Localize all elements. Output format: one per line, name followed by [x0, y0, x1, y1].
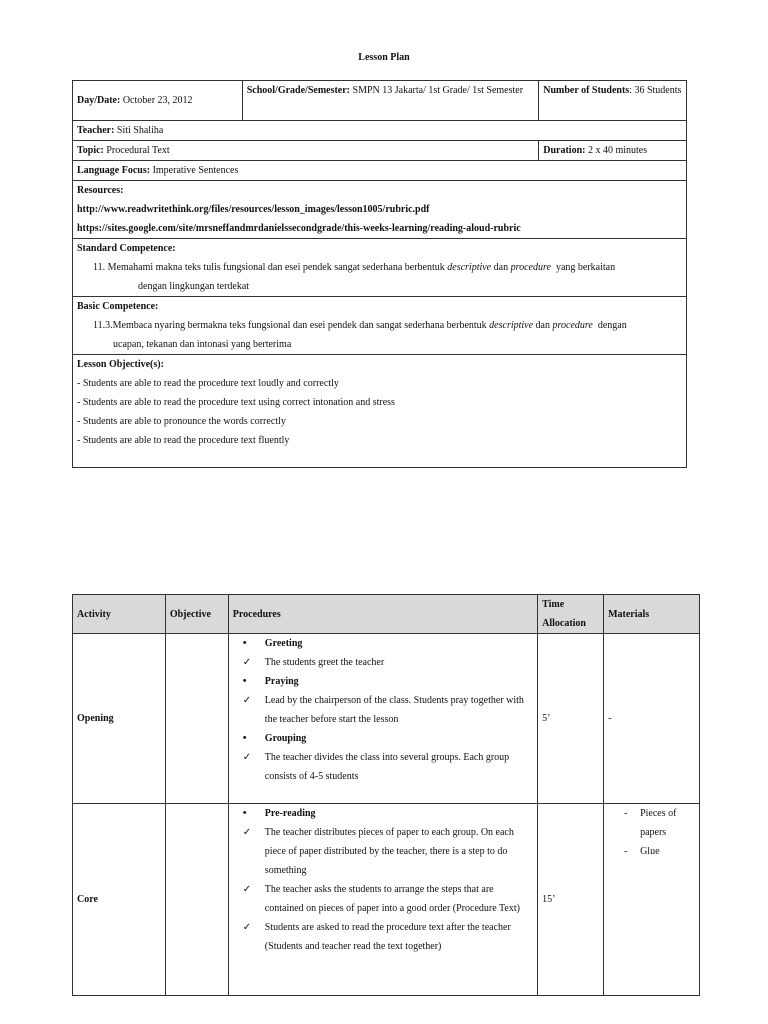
resource-link[interactable]: https://sites.google.com/site/mrsneffandmrdanielssecondgrade/this-weeks-learning/reading-aloud-rubric: [77, 223, 521, 234]
core-time: 15’: [538, 804, 604, 996]
students-cell: Number of Students: 36 Students: [539, 81, 687, 121]
language-focus-row: Language Focus: Imperative Sentences: [73, 161, 687, 181]
objective-item: - Students are able to pronounce the words correctly: [77, 416, 286, 427]
procedure-step: ✓ The students greet the teacher: [233, 653, 533, 672]
procedure-step: • Praying: [233, 672, 533, 691]
lesson-info-table: [72, 80, 687, 468]
page-title: Lesson Plan: [358, 52, 410, 63]
school-cell: School/Grade/Semester: SMPN 13 Jakarta/ 1st Grade/ 1st Semester: [242, 81, 539, 121]
day-date-cell: Day/Date: October 23, 2012: [73, 81, 243, 121]
time-header: Time Allocation: [538, 595, 604, 634]
resource-link[interactable]: http://www.readwritethink.org/files/resources/lesson_images/lesson1005/rubric.pdf: [77, 204, 430, 215]
resources-row: Resources: http://www.readwritethink.org/files/resources/lesson_images/lesson1005/rubric.pdf https://sites.google.com/site/mrsneffandmrdanielssecondgrade/this-weeks-learning/reading-aloud-rubric: [73, 181, 687, 239]
objective-item: - Students are able to read the procedure text fluently: [77, 435, 290, 446]
materials-header: Materials: [604, 595, 700, 634]
activity-header: Activity: [73, 595, 166, 634]
opening-activity: Opening: [73, 634, 166, 804]
opening-procedures: [228, 634, 537, 804]
material-item: - Glue: [608, 842, 695, 861]
procedure-step: ✓ The teacher divides the class into several groups. Each group consists of 4-5 students: [233, 748, 533, 786]
basic-competence-row: Basic Competence: 11.3.Membaca nyaring bermakna teks fungsional dan esei pendek dan sangat sederhana berbentuk descriptive dan procedure dengan ucapan, tekanan dan intonasi yang berterima: [73, 297, 687, 355]
procedure-step: ✓ The teacher asks the students to arrange the steps that are contained on pieces of paper into a good order (Procedure Text): [233, 880, 533, 918]
opening-materials: -: [604, 634, 700, 804]
teacher-row: Teacher: Siti Shaliha: [73, 121, 687, 141]
procedures-header: Procedures: [228, 595, 537, 634]
core-activity: Core: [73, 804, 166, 996]
standard-competence-row: Standard Competence: 11. Memahami makna teks tulis fungsional dan esei pendek sangat sederhana berbentuk descriptive dan procedure yang berkaitan dengan lingkungan terdekat: [73, 239, 687, 297]
material-item: - Pieces of papers: [608, 804, 695, 842]
objective-item: - Students are able to read the procedure text loudly and correctly: [77, 378, 339, 389]
procedure-step: ✓ Lead by the chairperson of the class. Students pray together with the teacher before start the lesson: [233, 691, 533, 729]
objective-header: Objective: [165, 595, 228, 634]
topic-cell: Topic: Procedural Text: [73, 141, 539, 161]
opening-time: 5’: [538, 634, 604, 804]
procedure-step: • Greeting: [233, 634, 533, 653]
procedure-step: • Pre-reading: [233, 804, 533, 823]
procedure-step: • Grouping: [233, 729, 533, 748]
duration-cell: Duration: 2 x 40 minutes: [539, 141, 687, 161]
core-objective: [165, 804, 228, 996]
objective-item: - Students are able to read the procedure text using correct intonation and stress: [77, 397, 395, 408]
opening-objective: [165, 634, 228, 804]
procedure-step: ✓ Students are asked to read the procedure text after the teacher (Students and teacher read the text together): [233, 918, 533, 956]
lesson-objectives-row: Lesson Objective(s): - Students are able to read the procedure text loudly and correctly - Students are able to read the procedure text using correct intonation and stress - Students are able to pronounce the words correctly - Students are able to read the procedure text fluently: [73, 355, 687, 468]
core-procedures: [228, 804, 537, 996]
activities-table: [72, 594, 700, 996]
procedure-step: ✓ The teacher distributes pieces of paper to each group. On each piece of paper distributed by the teacher, there is a step to do something: [233, 823, 533, 880]
core-materials: [604, 804, 700, 996]
